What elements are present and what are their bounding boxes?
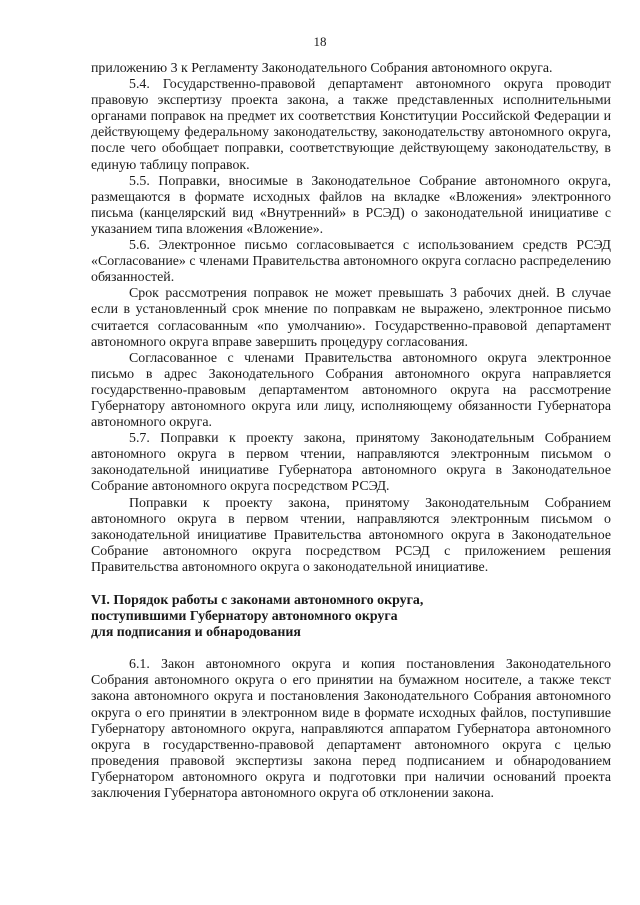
section-heading-line: VI. Порядок работы с законами автономного округа, <box>91 593 424 608</box>
paragraph-5-4: 5.4. Государственно-правовой департамент автономного округа проводит правовую экспертизу проекта закона, а также представленных исполнительными органами поправок на предмет их соответствия Конституции Российской Федерации и действующему федеральному законодательству, законодательству автономного округа, после чего обобщает поправки, соответствующие действующему законодательству, в единую таблицу поправок. <box>91 77 611 173</box>
spacer <box>91 641 611 657</box>
paragraph-5-5: 5.5. Поправки, вносимые в Законодательное Собрание автономного округа, размещаются в формате исходных файлов на вкладке «Вложения» электронного письма (канцелярский вид «Внутренний» в РСЭД) о законодательной инициативе с указанием типа вложения «Вложение». <box>91 173 611 237</box>
document-body <box>91 61 611 802</box>
paragraph-approved-letter: Согласованное с членами Правительства автономного округа электронное письмо в адрес Законодательного Собрания автономного округа направляется государственно-правовым департаментом автономного округа на рассмотрение Губернатору автономного округа или лицу, исполняющему обязанности Губернатора автономного округа. <box>91 350 611 431</box>
spacer <box>91 576 611 593</box>
paragraph-5-6: 5.6. Электронное письмо согласовывается с использованием средств РСЭД «Согласование» с членами Правительства автономного округа согласно распределению обязанностей. <box>91 238 611 286</box>
paragraph-6-1: 6.1. Закон автономного округа и копия постановления Законодательного Собрания автономного округа о его принятии на бумажном носителе, а также текст закона автономного округа и постановления Законодательного Собрания автономного округа о его принятии в электронном виде в формате исходных файлов, поступившие Губернатору автономного округа, направляются аппаратом Губернатора автономного округа в государственно-правовой департамент автономного округа с целью проведения правовой экспертизы закона перед подписанием и обнародованием Губернатором автономного округа и подготовки при наличии оснований проекта заключения Губернатора автономного округа об отклонении закона. <box>91 657 611 802</box>
page-number: 18 <box>313 34 327 49</box>
paragraph-continuation: приложению 3 к Регламенту Законодательного Собрания автономного округа. <box>91 61 553 76</box>
section-heading <box>91 593 611 641</box>
section-heading-line: поступившими Губернатору автономного округа <box>91 609 398 625</box>
paragraph-5-7: 5.7. Поправки к проекту закона, принятому Законодательным Собранием автономного округа в первом чтении, направляются электронным письмом о законодательной инициативе Губернатора автономного округа в Законодательное Собрание автономного округа посредством РСЭД. <box>91 431 611 495</box>
paragraph-amendments-government: Поправки к проекту закона, принятому Законодательным Собранием автономного округа в первом чтении, направляются электронным письмом о законодательной инициативе Правительства автономного округа в Законодательное Собрание автономного округа посредством РСЭД с приложением решения Правительства автономного округа о законодательной инициативе. <box>91 495 611 575</box>
paragraph-review-period: Срок рассмотрения поправок не может превышать 3 рабочих дней. В случае если в установленный срок мнение по поправкам не выражено, электронное письмо считается согласованным «по умолчанию». Государственно-правовой департамент автономного округа вправе завершить процедуру согласования. <box>91 286 611 350</box>
section-heading-line: для подписания и обнародования <box>91 625 301 641</box>
